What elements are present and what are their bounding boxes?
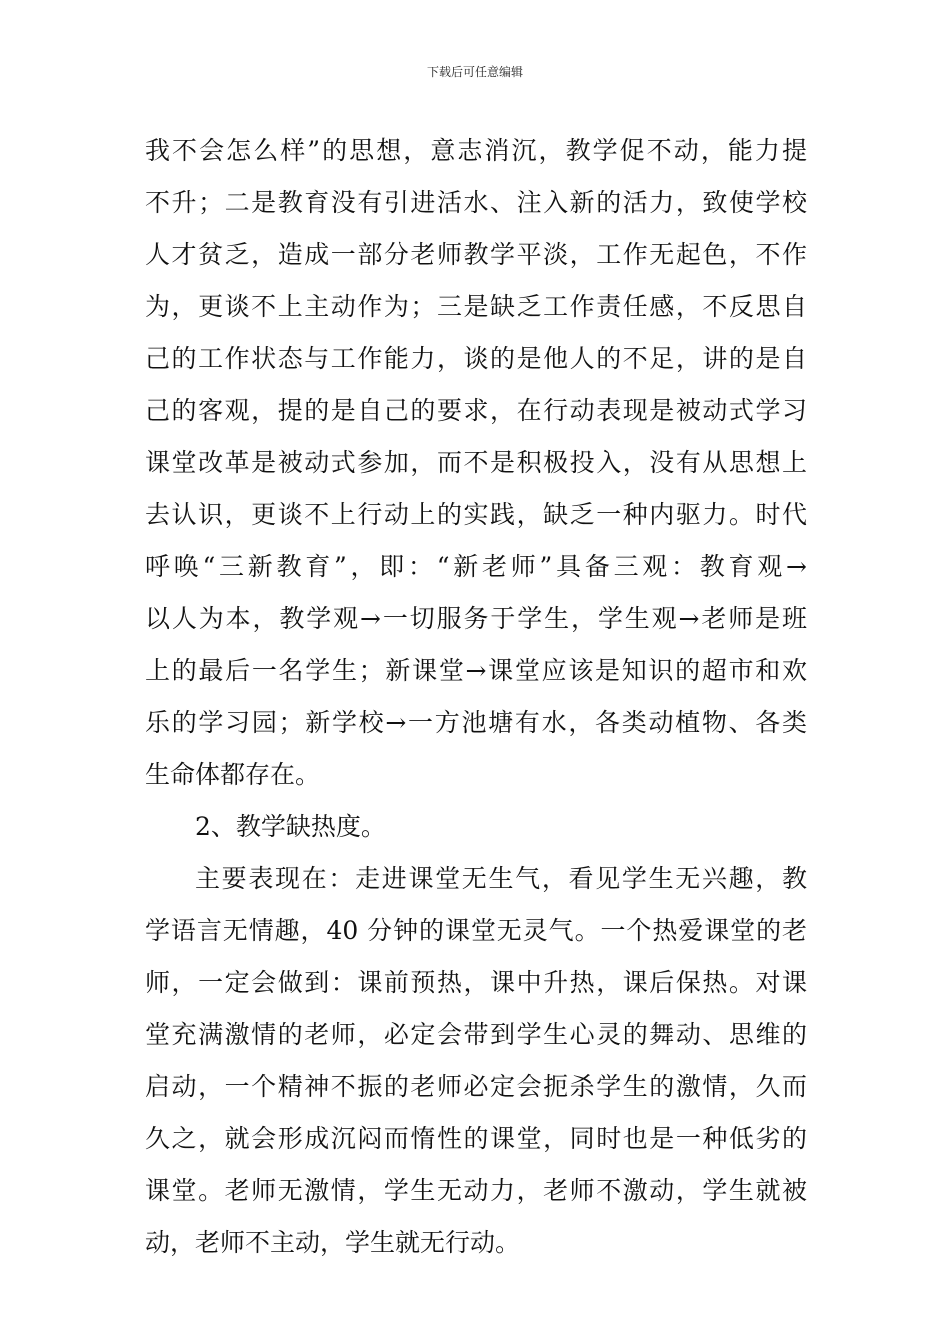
text-line: 我不会怎么样”的思想，意志消沉，教学促不动，能力提 xyxy=(145,136,807,165)
text-line: 主要表现在：走进课堂无生气，看见学生无兴趣，教 xyxy=(195,864,807,893)
paragraph-3 xyxy=(145,853,807,1269)
text-line: 为，更谈不上主动作为；三是缺乏工作责任感，不反思自 xyxy=(145,292,807,321)
text-line: 课堂。老师无激情，学生无动力，老师不激动，学生就被 xyxy=(145,1176,807,1205)
text-line: 动，老师不主动，学生就无行动。 xyxy=(145,1228,521,1257)
text-line: 呼唤“三新教育”，即：“新老师”具备三观：教育观→ xyxy=(145,552,807,581)
page-header: 下载后可任意编辑 xyxy=(426,65,523,79)
text-line: 师，一定会做到：课前预热，课中升热，课后保热。对课 xyxy=(145,968,807,997)
text-line: 课堂改革是被动式参加，而不是积极投入，没有从思想上 xyxy=(145,448,807,477)
text-line: 堂充满激情的老师，必定会带到学生心灵的舞动、思维的 xyxy=(145,1020,807,1049)
section-heading xyxy=(145,801,807,853)
text-line: 学语言无情趣，40 分钟的课堂无灵气。一个热爱课堂的老 xyxy=(145,916,807,945)
text-line: 以人为本，教学观→一切服务于学生，学生观→老师是班 xyxy=(145,604,807,633)
text-line: 久之，就会形成沉闷而惰性的课堂，同时也是一种低劣的 xyxy=(145,1124,807,1153)
text-line: 启动，一个精神不振的老师必定会扼杀学生的激情，久而 xyxy=(145,1072,807,1101)
text-line: 己的客观，提的是自己的要求，在行动表现是被动式学习 xyxy=(145,396,807,425)
text-line: 不升；二是教育没有引进活水、注入新的活力，致使学校 xyxy=(145,188,807,217)
paragraph-1 xyxy=(145,125,807,801)
text-line: 上的最后一名学生；新课堂→课堂应该是知识的超市和欢 xyxy=(145,656,807,685)
text-line: 人才贫乏，造成一部分老师教学平淡，工作无起色，不作 xyxy=(145,240,807,269)
text-line: 生命体都存在。 xyxy=(145,760,321,789)
text-line: 2、教学缺热度。 xyxy=(195,812,386,841)
document-body xyxy=(145,125,807,1269)
text-line: 去认识，更谈不上行动上的实践，缺乏一种内驱力。时代 xyxy=(145,500,807,529)
text-line: 己的工作状态与工作能力，谈的是他人的不足，讲的是自 xyxy=(145,344,807,373)
text-line: 乐的学习园；新学校→一方池塘有水，各类动植物、各类 xyxy=(145,708,807,737)
